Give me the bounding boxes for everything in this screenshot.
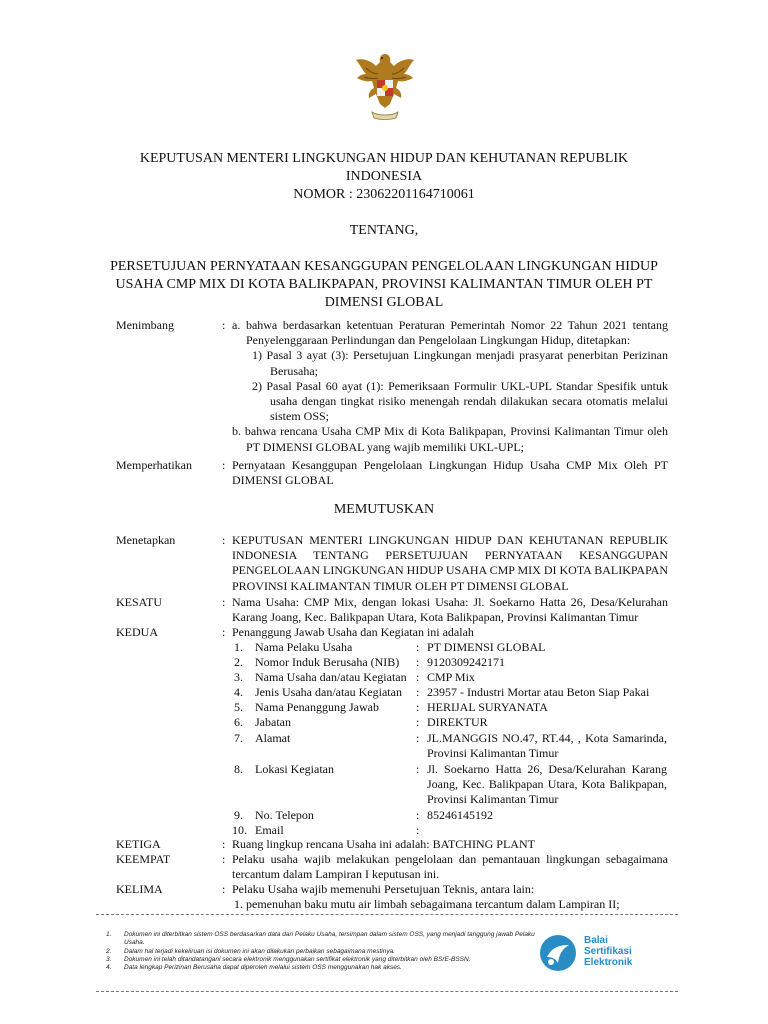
row-value: 9120309242171 xyxy=(427,655,505,669)
footnote: 4. Data lengkap Perizinan Berusaha dapat diperoleh melalui sistem OSS menggunakan hak akses. xyxy=(106,964,402,972)
keempat-text: Pelaku usaha wajib melakukan pengelolaan dan pemantauan lingkungan sebagaimana tercantum dalam Lampiran I keputusan ini. xyxy=(232,852,668,882)
subject-line: DIMENSI GLOBAL xyxy=(324,295,444,310)
tentang-heading: TENTANG, xyxy=(349,223,419,238)
subject-line: USAHA CMP MIX DI KOTA BALIKPAPAN, PROVINSI KALIMANTAN TIMUR OLEH PT xyxy=(115,277,653,292)
menimbang-a: a. bahwa berdasarkan ketentuan Peraturan Pemerintah Nomor 22 Tahun 2021 tentang xyxy=(232,318,668,332)
footnote: 1. Dokumen ini diterbitkan sistem OSS berdasarkan data dari Pelaku Usaha, tersimpan dalam sistem OSS, yang menjadi tanggung jawab Pelaku Usaha. xyxy=(106,931,535,947)
row-number: 5. xyxy=(234,700,243,714)
row-number: 4. xyxy=(234,685,243,699)
colon: : xyxy=(416,823,420,837)
kelima-text: Pelaku Usaha wajib memenuhi Persetujuan Teknis, antara lain: xyxy=(232,882,535,896)
menetapkan-text: KEPUTUSAN MENTERI LINGKUNGAN HIDUP DAN KEHUTANAN REPUBLIK INDONESIA TENTANG PERSETUJUAN PERNYATAAN KESANGGUPAN PENGELOLAAN LINGKUNGAN HIDUP USAHA CMP MIX DI KOTA BALIKPAPAN PROVINSI KALIMANTAN TIMUR OLEH PT DIMENSI GLOBAL xyxy=(232,533,668,593)
row-number: 1. xyxy=(234,640,243,654)
row-number: 9. xyxy=(234,808,243,822)
ketiga-text: Ruang lingkup rencana Usaha ini adalah: BATCHING PLANT xyxy=(232,837,535,851)
row-label: Jenis Usaha dan/atau Kegiatan xyxy=(255,685,402,699)
colon: : xyxy=(416,700,420,714)
row-label: Email xyxy=(255,823,284,837)
colon: : xyxy=(222,458,226,472)
section-label: Memperhatikan xyxy=(116,458,192,472)
colon: : xyxy=(416,731,420,745)
section-label: KETIGA xyxy=(116,837,161,851)
row-label: Jabatan xyxy=(255,715,291,729)
colon: : xyxy=(416,640,420,654)
garuda-emblem xyxy=(354,48,416,122)
row-label: Nama Usaha dan/atau Kegiatan xyxy=(255,670,407,684)
colon: : xyxy=(416,655,420,669)
row-value: 23957 - Industri Mortar atau Beton Siap Pakai xyxy=(427,685,650,699)
section-label: KEDUA xyxy=(116,625,158,639)
section-label: KESATU xyxy=(116,595,163,609)
row-number: 10. xyxy=(232,823,247,837)
menimbang-a-cont: Penyelenggaraan Perlindungan dan Pengelolaan Lingkungan Hidup, ditetapkan: xyxy=(246,333,631,348)
title-line: INDONESIA xyxy=(345,169,423,184)
row-value: HERIJAL SURYANATA xyxy=(427,700,548,714)
row-label: Nomor Induk Berusaha (NIB) xyxy=(255,655,400,669)
colon: : xyxy=(222,625,226,639)
row-value: 85246145192 xyxy=(427,808,493,822)
colon: : xyxy=(222,837,226,851)
row-label: No. Telepon xyxy=(255,808,314,822)
row-value: DIREKTUR xyxy=(427,715,488,729)
kelima-item-1: 1. pemenuhan baku mutu air limbah sebagaimana tercantum dalam Lampiran II; xyxy=(234,897,620,912)
title-line: KEPUTUSAN MENTERI LINGKUNGAN HIDUP DAN KEHUTANAN REPUBLIK xyxy=(139,151,629,166)
row-label: Alamat xyxy=(255,731,291,745)
section-label: Menetapkan xyxy=(116,533,176,547)
colon: : xyxy=(416,808,420,822)
section-label: Menimbang xyxy=(116,318,174,332)
row-label: Nama Pelaku Usaha xyxy=(255,640,353,654)
menimbang-item-1: 1) Pasal 3 ayat (3): Persetujuan Lingkungan menjadi prasyarat penerbitan Perizinan Berusaha; xyxy=(252,348,668,378)
row-number: 3. xyxy=(234,670,243,684)
row-number: 8. xyxy=(234,762,243,776)
colon: : xyxy=(416,685,420,699)
colon: : xyxy=(222,595,226,609)
footer-notes-box xyxy=(96,914,678,992)
row-value: Jl. Soekarno Hatta 26, Desa/Kelurahan Karang Joang, Kec. Balikpapan Utara, Kota Balikpapan, Provinsi Kalimantan Timur xyxy=(427,762,667,807)
footnote: 2. Dalam hal terjadi kekeliruan isi dokumen ini akan dilakukan perbaikan sebagaimana mestinya. xyxy=(106,947,395,955)
kedua-intro: Penanggung Jawab Usaha dan Kegiatan ini adalah xyxy=(232,625,474,639)
memutuskan-heading: MEMUTUSKAN xyxy=(333,502,435,517)
colon: : xyxy=(222,533,226,547)
colon: : xyxy=(222,882,226,896)
colon: : xyxy=(222,318,226,332)
menimbang-item-2: 2) Pasal Pasal 60 ayat (1): Pemeriksaan Formulir UKL-UPL Standar Spesifik untuk usaha dengan tingkat risiko menengah rendah dilakukan secara otomatis melalui sistem OSS; xyxy=(252,378,668,424)
bsre-logo xyxy=(538,933,668,977)
row-label: Lokasi Kegiatan xyxy=(255,762,334,776)
row-label: Nama Penanggung Jawab xyxy=(255,700,379,714)
row-value: CMP Mix xyxy=(427,670,475,684)
row-value: JL.MANGGIS NO.47, RT.44, , Kota Samarinda, Provinsi Kalimantan Timur xyxy=(427,731,667,761)
colon: : xyxy=(416,670,420,684)
document-title xyxy=(0,150,768,312)
bsre-logo-text: Balai Sertifikasi Elektronik xyxy=(584,935,633,968)
menimbang-b: b. bahwa rencana Usaha CMP Mix di Kota Balikpapan, Provinsi Kalimantan Timur oleh xyxy=(232,424,668,439)
bsre-logo-icon xyxy=(538,933,578,973)
colon: : xyxy=(222,852,226,866)
row-number: 6. xyxy=(234,715,243,729)
section-label: KEEMPAT xyxy=(116,852,171,866)
row-value: PT DIMENSI GLOBAL xyxy=(427,640,546,654)
footnote: 3. Dokumen ini telah ditandatangani secara elektronik menggunakan sertifikat elektronik yang diterbitkan oleh BSrE-BSSN. xyxy=(106,955,471,963)
menimbang-b-cont: PT DIMENSI GLOBAL yang wajib memiliki UKL-UPL; xyxy=(246,439,524,454)
section-label: KELIMA xyxy=(116,882,163,896)
row-number: 2. xyxy=(234,655,243,669)
footnotes xyxy=(106,931,546,972)
subject-line: PERSETUJUAN PERNYATAAN KESANGGUPAN PENGELOLAAN LINGKUNGAN HIDUP xyxy=(110,259,658,274)
decree-number: NOMOR : 23062201164710061 xyxy=(293,187,475,202)
colon: : xyxy=(416,762,420,776)
memperhatikan-text: Pernyataan Kesanggupan Pengelolaan Lingkungan Hidup Usaha CMP Mix Oleh PT DIMENSI GLOBAL xyxy=(232,458,668,488)
colon: : xyxy=(416,715,420,729)
row-number: 7. xyxy=(234,731,243,745)
kesatu-text: Nama Usaha: CMP Mix, dengan lokasi Usaha: Jl. Soekarno Hatta 26, Desa/Kelurahan Karang Joang, Kec. Balikpapan Utara, Kota Balikpapan, Provinsi Kalimantan Timur xyxy=(232,595,668,625)
